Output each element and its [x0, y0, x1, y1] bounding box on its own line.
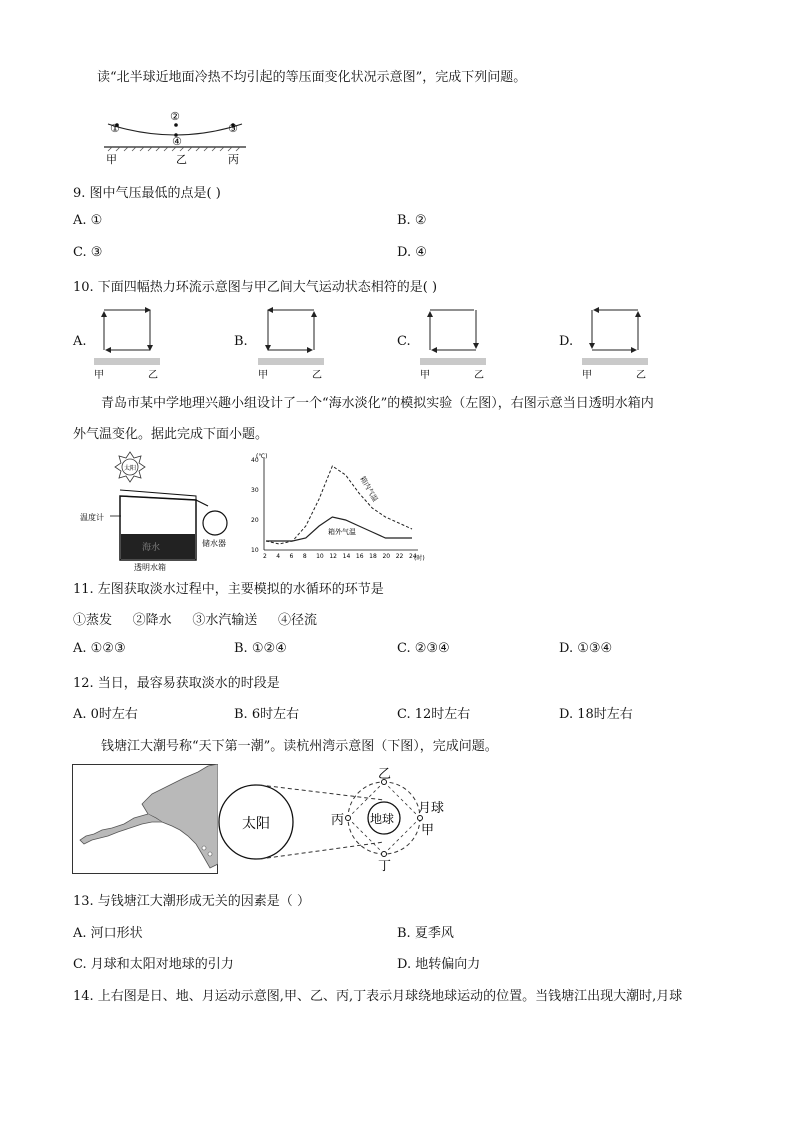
- isobar-diagram: [100, 104, 250, 166]
- q9-option-a[interactable]: A. ①: [73, 213, 103, 228]
- svg-text:甲: 甲: [420, 370, 430, 381]
- q11-option-b[interactable]: B. ①②④: [234, 641, 287, 656]
- q11-option-c[interactable]: C. ②③④: [397, 641, 450, 656]
- circulation-diagram-c: [418, 302, 488, 382]
- q12-option-a[interactable]: A. 0时左右: [73, 707, 138, 722]
- svg-text:太阳: 太阳: [124, 465, 137, 472]
- svg-text:甲: 甲: [258, 370, 268, 381]
- y-tick-label: 10: [251, 547, 259, 554]
- x-tick-label: 14: [342, 553, 351, 560]
- point-1-label: ①: [110, 122, 120, 135]
- q12-option-c[interactable]: C. 12时左右: [397, 707, 471, 722]
- temperature-chart: [248, 448, 428, 568]
- intro-text-1: 读“北半球近地面冷热不均引起的等压面变化状况示意图”，完成下列问题。: [97, 70, 527, 85]
- q10-option-d[interactable]: D.: [559, 334, 574, 349]
- ground-label-jia: 甲: [106, 153, 117, 166]
- sun-label: 太阳: [242, 816, 270, 832]
- q14-stem: 14. 上右图是日、地、月运动示意图,甲、乙、丙,丁表示月球绕地球运动的位置。当钱塘江出现大潮时,月球: [73, 989, 683, 1004]
- q11-option-a[interactable]: A. ①②③: [73, 641, 126, 656]
- hangzhou-bay-map: [72, 764, 218, 874]
- q12-option-b[interactable]: B. 6时左右: [234, 707, 300, 722]
- sun-earth-moon-diagram: [218, 764, 458, 876]
- point-4-label: ④: [172, 135, 182, 148]
- series-outside-label: 箱外气温: [328, 528, 356, 536]
- ground-label-bing: 丙: [228, 153, 239, 166]
- intro-text-2-line2: 外气温变化。据此完成下面小题。: [73, 427, 269, 442]
- x-unit-label: (时): [414, 555, 425, 562]
- thermometer-label: 温度计: [80, 513, 104, 522]
- q13-stem: 13. 与钱塘江大潮形成无关的因素是（ ）: [73, 894, 310, 909]
- svg-text:乙: 乙: [312, 370, 322, 381]
- sun-icon: [115, 452, 145, 482]
- circulation-diagram-d: [580, 302, 650, 382]
- x-tick-label: 2: [263, 553, 267, 560]
- q13-option-b[interactable]: B. 夏季风: [397, 926, 454, 941]
- svg-text:甲: 甲: [582, 370, 592, 381]
- q10-option-b[interactable]: B.: [234, 334, 248, 349]
- q12-stem: 12. 当日，最容易获取淡水的时段是: [73, 676, 280, 691]
- x-tick-label: 4: [276, 553, 281, 560]
- point-2-label: ②: [170, 110, 180, 123]
- earth-label: 地球: [370, 812, 395, 826]
- q11-stem: 11. 左图获取淡水过程中，主要模拟的水循环的环节是: [73, 582, 384, 597]
- q9-option-d[interactable]: D. ④: [397, 245, 427, 260]
- x-tick-label: 18: [369, 553, 377, 560]
- svg-text:乙: 乙: [474, 370, 484, 381]
- position-bing-label: 丙: [331, 813, 345, 828]
- q13-option-c[interactable]: C. 月球和太阳对地球的引力: [73, 957, 234, 972]
- q10-option-a[interactable]: A.: [73, 334, 87, 349]
- svg-text:甲: 甲: [94, 370, 104, 381]
- desalination-diagram: [78, 450, 238, 572]
- circulation-diagram-a: [92, 302, 162, 382]
- position-yi-label: 乙: [378, 767, 392, 782]
- x-tick-label: 6: [289, 553, 294, 560]
- svg-text:乙: 乙: [148, 370, 158, 381]
- tank-label: 透明水箱: [134, 563, 166, 572]
- q12-option-d[interactable]: D. 18时左右: [559, 707, 633, 722]
- reservoir-icon: [203, 511, 227, 535]
- x-tick-label: 22: [395, 553, 404, 560]
- seawater-label: 海水: [142, 543, 161, 553]
- position-jia-label: 甲: [421, 823, 435, 838]
- point-3-label: ③: [228, 122, 238, 135]
- position-ding-label: 丁: [378, 859, 392, 874]
- reservoir-label: 储水器: [202, 539, 226, 548]
- series-inside-label: 箱内气温: [358, 475, 380, 504]
- y-tick-label: 20: [251, 517, 259, 524]
- x-tick-label: 8: [302, 553, 307, 560]
- q13-option-d[interactable]: D. 地转偏向力: [397, 957, 481, 972]
- q10-option-c[interactable]: C.: [397, 334, 411, 349]
- ground-label-yi: 乙: [176, 153, 187, 166]
- y-tick-label: 40: [251, 457, 259, 464]
- q9-option-b[interactable]: B. ②: [397, 213, 427, 228]
- y-unit-label: (℃): [256, 453, 268, 460]
- q13-option-a[interactable]: A. 河口形状: [73, 926, 143, 941]
- q11-items: ①蒸发 ②降水 ③水汽输送 ④径流: [73, 613, 317, 628]
- x-tick-label: 10: [316, 553, 324, 560]
- circulation-diagram-b: [256, 302, 326, 382]
- q10-stem: 10. 下面四幅热力环流示意图与甲乙间大气运动状态相符的是( ): [73, 280, 438, 295]
- intro-text-3: 钱塘江大潮号称“天下第一潮”。读杭州湾示意图（下图），完成问题。: [101, 739, 498, 754]
- q9-option-c[interactable]: C. ③: [73, 245, 103, 260]
- x-tick-label: 24: [409, 553, 417, 560]
- x-tick-label: 20: [382, 553, 391, 560]
- q11-option-d[interactable]: D. ①③④: [559, 641, 613, 656]
- q9-stem: 9. 图中气压最低的点是( ): [73, 186, 221, 201]
- intro-text-2-line1: 青岛市某中学地理兴趣小组设计了一个“海水淡化”的模拟实验（左图），右图示意当日透明水箱内: [101, 396, 654, 411]
- y-tick-label: 30: [251, 487, 259, 494]
- moon-label: 月球: [418, 801, 445, 816]
- x-tick-label: 12: [329, 553, 338, 560]
- x-tick-label: 16: [355, 553, 364, 560]
- svg-text:乙: 乙: [636, 370, 646, 381]
